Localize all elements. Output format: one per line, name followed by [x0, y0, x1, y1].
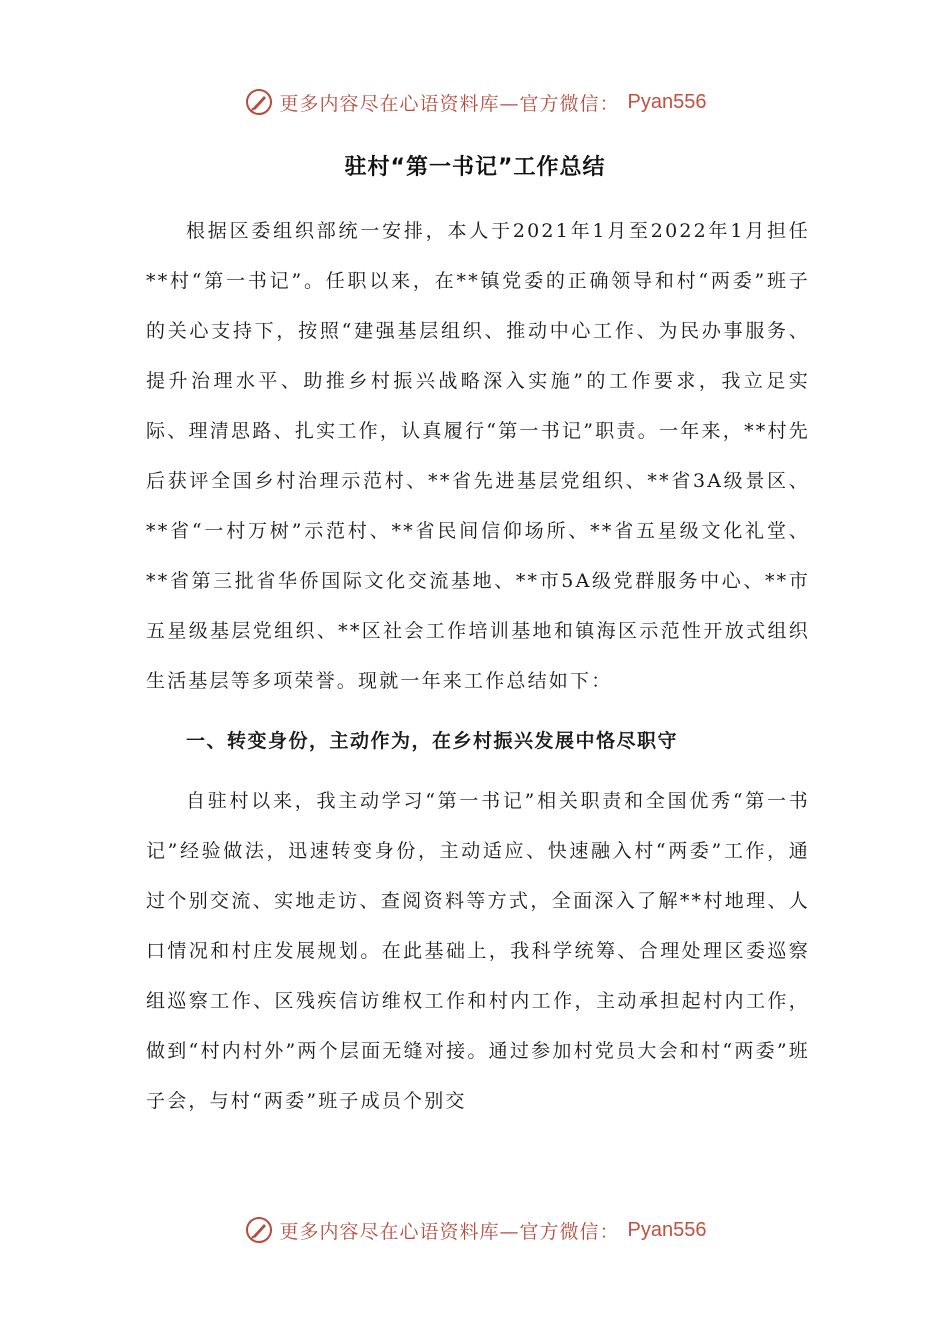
- section-heading-1: 一、转变身份，主动作为，在乡村振兴发展中恪尽职守: [186, 730, 679, 752]
- header-banner: [0, 80, 950, 124]
- banner-wechat-id: Pyan556: [627, 90, 707, 113]
- section-1-paragraph: 自驻村以来，我主动学习“第一书记”相关职责和全国优秀“第一书记”经验做法，迅速转变身份，主动适应、快速融入村“两委”工作，通过个别交流、实地走访、查阅资料等方式，全面深入了解**村地理、人口情况和村庄发展规划。在此基础上，我科学统筹、合理处理区委巡察组巡察工作、区残疾信访维权工作和村内工作，主动承担起村内工作，做到“村内村外”两个层面无缝对接。通过参加村党员大会和村“两委”班子会，与村“两委”班子成员个别交: [146, 790, 810, 1112]
- footer-banner: [0, 1208, 950, 1252]
- banner-text: 更多内容尽在心语资料库—官方微信：: [279, 92, 620, 115]
- pen-quill-logo-icon: [244, 1215, 274, 1245]
- banner-text: 更多内容尽在心语资料库—官方微信：: [279, 1220, 620, 1243]
- pen-quill-logo-icon: [244, 87, 274, 117]
- document-title: 驻村“第一书记”工作总结: [344, 155, 606, 180]
- document-body: [146, 206, 810, 1126]
- banner-wechat-id: Pyan556: [627, 1218, 707, 1241]
- intro-paragraph: 根据区委组织部统一安排，本人于2021年1月至2022年1月担任**村“第一书记”。任职以来，在**镇党委的正确领导和村“两委”班子的关心支持下，按照“建强基层组织、推动中心工作、为民办事服务、提升治理水平、助推乡村振兴战略深入实施”的工作要求，我立足实际、理清思路、扎实工作，认真履行“第一书记”职责。一年来，**村先后获评全国乡村治理示范村、**省先进基层党组织、**省3A级景区、**省“一村万树”示范村、**省民间信仰场所、**省五星级文化礼堂、**省第三批省华侨国际文化交流基地、**市5A级党群服务中心、**市五星级基层党组织、**区社会工作培训基地和镇海区示范性开放式组织生活基层等多项荣誉。现就一年来工作总结如下：: [146, 220, 810, 692]
